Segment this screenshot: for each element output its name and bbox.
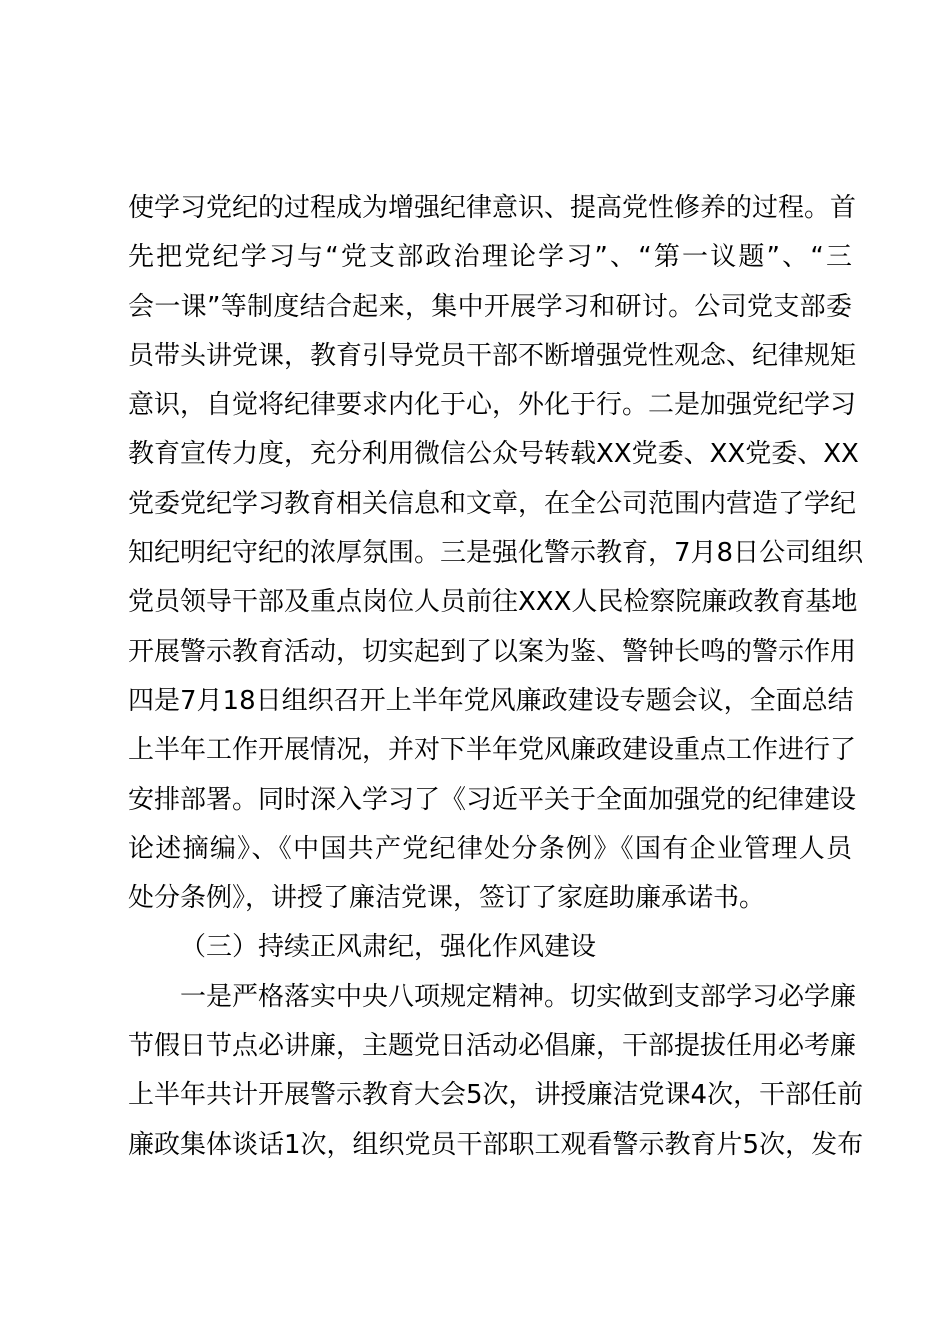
text-line: 节假日节点必讲廉，主题党日活动必倡廉，干部提拔任用必考廉 [128, 1031, 857, 1062]
document-body [128, 184, 864, 1170]
text-line: 论述摘编》、《中国共产党纪律处分条例》《国有企业管理人员 [128, 833, 852, 864]
text-line: 廉政集体谈话1次，组织党员干部职工观看警示教育片5次，发布 [128, 1129, 864, 1160]
paragraph-eight-regulations [128, 973, 864, 1170]
text-line: 上半年工作开展情况，并对下半年党风廉政建设重点工作进行了 [128, 735, 857, 766]
text-line: 四是7月18日组织召开上半年党风廉政建设专题会议，全面总结 [128, 685, 854, 716]
text-line: 处分条例》，讲授了廉洁党课，签订了家庭助廉承诺书。 [128, 883, 766, 914]
text-line: 意识，自觉将纪律要求内化于心，外化于行。二是加强党纪学习 [128, 390, 857, 421]
text-line: 开展警示教育活动，切实起到了以案为鉴、警钟长鸣的警示作用 [128, 636, 857, 667]
text-line: 上半年共计开展警示教育大会5次，讲授廉洁党课4次，干部任前 [128, 1080, 864, 1111]
text-line: 党委党纪学习教育相关信息和文章，在全公司范围内营造了学纪 [128, 488, 857, 519]
text-line: 员带头讲党课，教育引导党员干部不断增强党性观念、纪律规矩 [128, 340, 857, 371]
text-line: 会一课”等制度结合起来，集中开展学习和研讨。公司党支部委 [128, 291, 852, 322]
text-line: 安排部署。同时深入学习了《习近平关于全面加强党的纪律建设 [128, 784, 857, 815]
text-line: 先把党纪学习与“党支部政治理论学习”、“第一议题”、“三 [128, 242, 852, 273]
text-line: 知纪明纪守纪的浓厚氛围。三是强化警示教育，7月8日公司组织 [128, 538, 864, 569]
section-heading: （三）持续正风肃纪，强化作风建设 [180, 932, 597, 963]
paragraph-discipline-study [128, 184, 864, 923]
text-line: 党员领导干部及重点岗位人员前往XXX人民检察院廉政教育基地 [128, 587, 858, 618]
text-line: 使学习党纪的过程成为增强纪律意识、提高党性修养的过程。首 [128, 193, 857, 223]
text-line: 一是严格落实中央八项规定精神。切实做到支部学习必学廉 [180, 981, 857, 1012]
text-line: 教育宣传力度，充分利用微信公众号转载XX党委、XX党委、XX [128, 439, 859, 470]
